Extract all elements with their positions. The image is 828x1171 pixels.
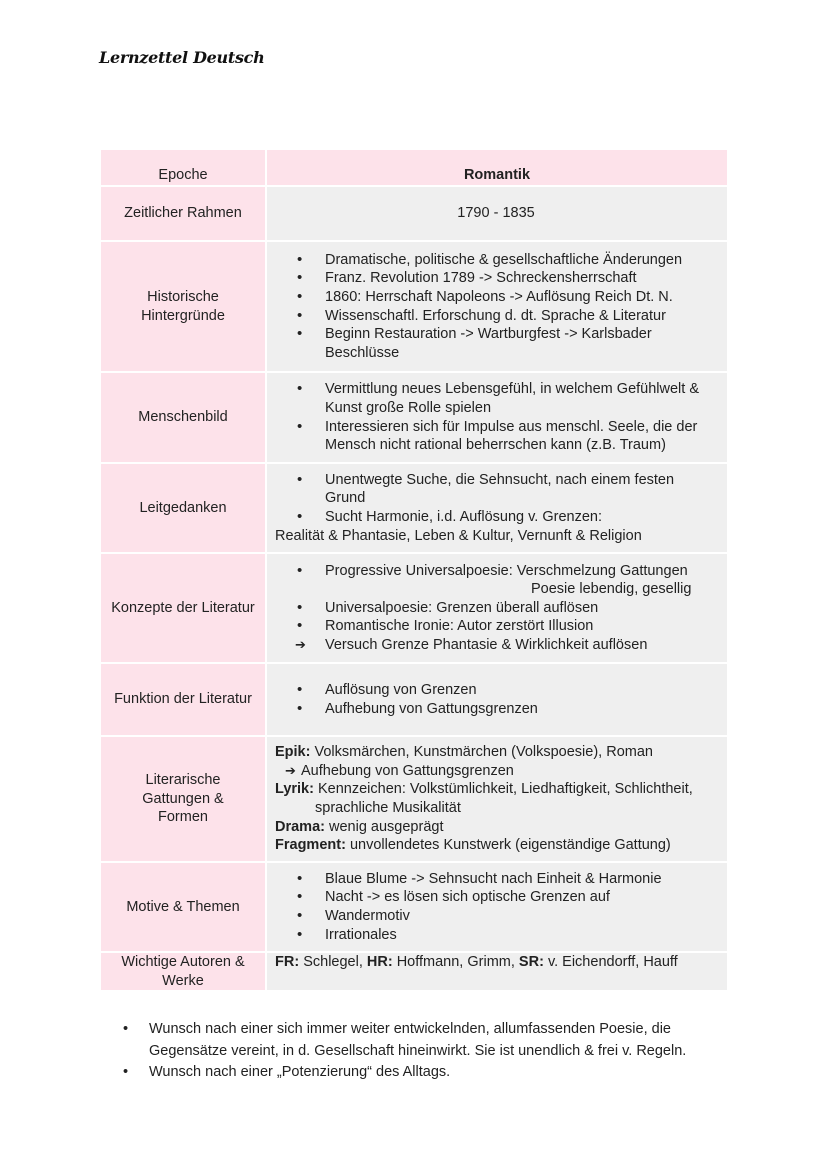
notes-list (123, 1019, 743, 1084)
epoch-name: Romantik (266, 149, 728, 186)
autoren-content (266, 952, 728, 991)
autor-key: SR: (518, 954, 544, 970)
table-row-gattungen (100, 736, 728, 862)
zeitraum-value: 1790 - 1835 (266, 186, 728, 241)
table-row-leitgedanken (100, 463, 728, 553)
gattung-value: Kennzeichen: Volkstümlichkeit, Liedhaftigkeit, Schlichtheit, (317, 781, 693, 798)
list-item: • Vermittlung neues Lebensgefühl, in welchem Gefühlwelt & Kunst große Rolle spielen (275, 380, 717, 417)
table-row-zeitraum (100, 186, 728, 241)
historisch-content (266, 241, 728, 372)
table-row-menschenbild (100, 372, 728, 463)
konzepte-content (266, 553, 728, 663)
list-item: • Wandermotiv (275, 907, 717, 926)
autoren-line (275, 953, 717, 972)
note-item: • Wunsch nach einer „Potenzierung“ des Alltags. (123, 1062, 743, 1084)
gattungen-content (266, 736, 728, 862)
gattung-epik-sub: ➔ Aufhebung von Gattungsgrenzen (275, 762, 717, 781)
leitgedanken-content (266, 463, 728, 553)
list-item: • Nacht -> es lösen sich optische Grenzen auf (275, 888, 717, 907)
list-item: • Dramatische, politische & gesellschaftliche Änderungen (275, 251, 717, 270)
page-title: Lernzettel Deutsch (99, 48, 265, 67)
note-item: • Wunsch nach einer sich immer weiter entwickelnden, allumfassenden Poesie, die Gegensätze vereint, in d. Gesellschaft hineinwirkt. Sie ist unendlich & frei v. Regeln. (123, 1019, 743, 1062)
table-row-konzepte (100, 553, 728, 663)
autor-value: v. Eichendorff, Hauff (547, 954, 678, 970)
gattung-key: Lyrik: (275, 781, 314, 798)
gattung-value: unvollendetes Kunstwerk (eigenständige Gattung) (349, 837, 671, 854)
list-item: • 1860: Herrschaft Napoleons -> Auflösung Reich Dt. N. (275, 288, 717, 307)
epoch-table (99, 148, 729, 992)
autor-value: Hoffmann, Grimm, (396, 954, 515, 970)
gattung-lyrik-wrap: sprachliche Musikalität (315, 800, 461, 816)
row-label-motive: Motive & Themen (100, 862, 266, 952)
row-label-zeitraum: Zeitlicher Rahmen (100, 186, 266, 241)
table-row-epoche (100, 149, 728, 186)
list-item-text: Sucht Harmonie, i.d. Auflösung v. Grenzen: (325, 509, 602, 525)
gattung-key: Drama: (275, 818, 325, 835)
list-item: • Aufhebung von Gattungsgrenzen (275, 700, 717, 719)
table-row-funktion (100, 663, 728, 736)
list-item: • Unentwegte Suche, die Sehnsucht, nach einem festen Grund (275, 471, 717, 508)
list-item: • Franz. Revolution 1789 -> Schreckensherrschaft (275, 269, 717, 288)
list-item: • Wissenschaftl. Erforschung d. dt. Sprache & Literatur (275, 307, 717, 326)
table-row-historisch (100, 241, 728, 372)
list-item: • Beginn Restauration -> Wartburgfest -> Karlsbader Beschlüsse (275, 325, 717, 362)
list-item: • Progressive Universalpoesie: Verschmelzung Gattungen (275, 562, 717, 581)
menschenbild-content (266, 372, 728, 463)
row-label-konzepte: Konzepte der Literatur (100, 553, 266, 663)
gattung-key: Fragment: (275, 837, 346, 854)
list-item: • Interessieren sich für Impulse aus menschl. Seele, die der Mensch nicht rational beherrschen kann (z.B. Traum) (275, 418, 717, 455)
list-item: • Auflösung von Grenzen (275, 681, 717, 700)
autor-value: Schlegel, (303, 954, 363, 970)
gattung-lyrik (275, 780, 717, 799)
table-row-motive (100, 862, 728, 952)
row-label-menschenbild: Menschenbild (100, 372, 266, 463)
list-item: • Universalpoesie: Grenzen überall auflösen (275, 599, 717, 618)
funktion-content (266, 663, 728, 736)
row-label-historisch: Historische Hintergründe (100, 241, 266, 372)
list-item: • Blaue Blume -> Sehnsucht nach Einheit & Harmonie (275, 870, 717, 889)
row-label-funktion: Funktion der Literatur (100, 663, 266, 736)
autor-key: FR: (275, 954, 300, 970)
autor-key: HR: (366, 954, 393, 970)
row-label-gattungen: Literarische Gattungen & Formen (100, 736, 266, 862)
gattung-fragment (275, 836, 717, 855)
gattung-epik (275, 743, 717, 762)
gattung-key: Epik: (275, 744, 311, 761)
list-item: • Irrationales (275, 926, 717, 945)
row-label-leitgedanken: Leitgedanken (100, 463, 266, 553)
list-item-arrow: ➔ Versuch Grenze Phantasie & Wirklichkeit auflösen (275, 636, 717, 655)
motive-content (266, 862, 728, 952)
gattung-drama (275, 818, 717, 837)
list-item-continuation: Realität & Phantasie, Leben & Kultur, Vernunft & Religion (275, 527, 642, 544)
list-item (275, 508, 717, 545)
gattung-value: wenig ausgeprägt (329, 818, 444, 835)
row-label-autoren: Wichtige Autoren & Werke (100, 952, 266, 991)
list-item: • Romantische Ironie: Autor zerstört Illusion (275, 617, 717, 636)
row-label-epoche: Epoche (100, 149, 266, 186)
table-row-autoren (100, 952, 728, 991)
list-item-continuation: Poesie lebendig, gesellig (531, 581, 692, 598)
gattung-value: Volksmärchen, Kunstmärchen (Volkspoesie), Roman (314, 744, 653, 761)
